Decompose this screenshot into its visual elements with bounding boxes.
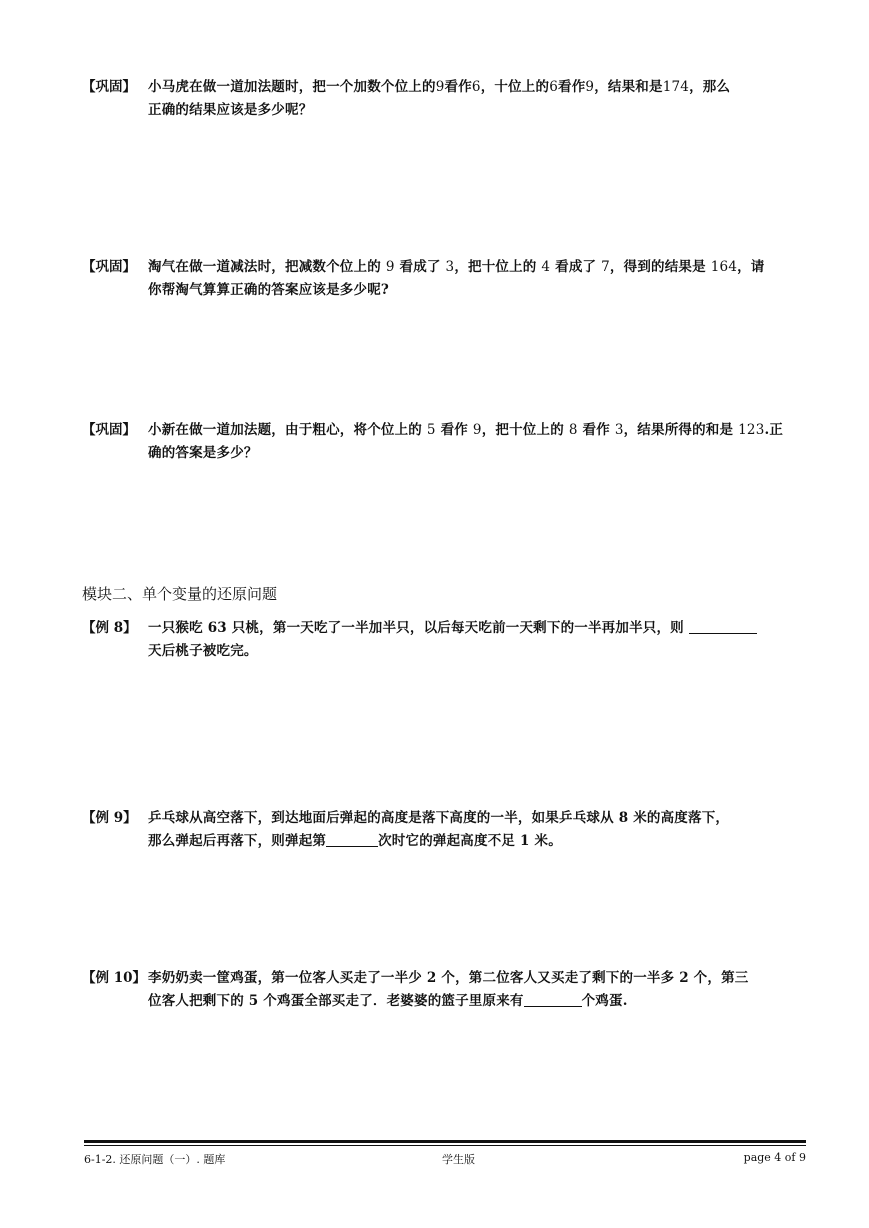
section-title: 模块二、单个变量的还原问题 [82, 585, 278, 603]
problem-text-line2: 你帮淘气算算正确的答案应该是多少呢? [148, 282, 390, 298]
example-text-line1: 乒乓球从高空落下，到达地面后弹起的高度是落下高度的一半，如果乒乓球从 8 米的高度落下， [148, 810, 730, 826]
footer-rule [84, 1140, 806, 1143]
footer-page-number: page 4 of 9 [743, 1151, 806, 1164]
example-9 [82, 807, 810, 853]
problem-1 [82, 76, 810, 122]
example-tag: 【例 9】 [82, 810, 137, 826]
example-text-line2: 那么弹起后再落下，则弹起第 次时它的弹起高度不足 1 米。 [148, 833, 562, 849]
example-text-line1: 李奶奶卖一筐鸡蛋，第一位客人买走了一半少 2 个，第二位客人又买走了剩下的一半多 2 个，第三 [148, 970, 749, 986]
example-8 [82, 617, 810, 663]
problem-text-line2: 确的答案是多少？ [148, 445, 258, 461]
problem-3 [82, 419, 810, 465]
problem-2 [82, 256, 810, 302]
problem-tag: 【巩固】 [82, 79, 136, 95]
problem-text-line1: 小新在做一道加法题，由于粗心，将个位上的 5 看作 9，把十位上的 8 看作 3，结果所得的和是 123.正 [148, 422, 784, 438]
footer-edition: 学生版 [442, 1153, 475, 1166]
example-text-line2: 天后桃子被吃完。 [148, 643, 258, 659]
problem-text-line1: 淘气在做一道减法时，把减数个位上的 9 看成了 3，把十位上的 4 看成了 7，得到的结果是 164，请 [148, 259, 765, 275]
problem-text-line1: 小马虎在做一道加法题时，把一个加数个位上的9看作6，十位上的6看作9，结果和是174，那么 [148, 79, 731, 95]
problem-text-line2: 正确的结果应该是多少呢？ [148, 102, 313, 118]
example-text-line2: 位客人把剩下的 5 个鸡蛋全部买走了．老婆婆的篮子里原来有 个鸡蛋. [148, 993, 628, 1009]
answer-blank[interactable] [326, 831, 378, 847]
example-tag: 【例 8】 [82, 620, 137, 636]
example-tag: 【例 10】 [82, 970, 146, 986]
page-footer [84, 1151, 806, 1169]
answer-blank[interactable] [689, 618, 757, 634]
footer-doc-title: 6-1-2. 还原问题（一）. 题库 [84, 1153, 226, 1166]
problem-tag: 【巩固】 [82, 259, 136, 275]
problem-tag: 【巩固】 [82, 422, 136, 438]
example-10 [82, 967, 810, 1013]
footer-rule-thin [84, 1145, 806, 1146]
example-text-line1: 一只猴吃 63 只桃，第一天吃了一半加半只，以后每天吃前一天剩下的一半再加半只，则 [148, 617, 757, 640]
answer-blank[interactable] [524, 991, 582, 1007]
